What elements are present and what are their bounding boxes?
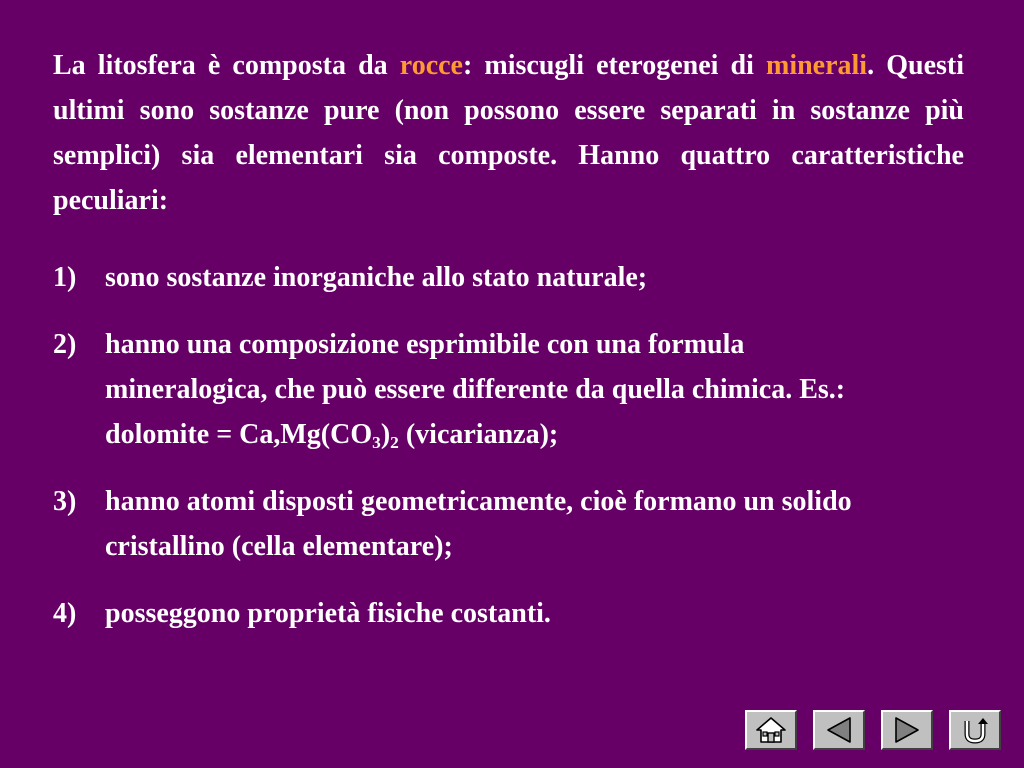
list-item xyxy=(53,322,964,457)
list-item xyxy=(53,255,964,300)
list-item-number: 1) xyxy=(53,262,77,293)
list-item-number: 4) xyxy=(53,598,77,629)
keyword-minerali: minerali xyxy=(766,50,868,81)
home-icon xyxy=(754,715,788,745)
next-icon xyxy=(890,715,924,745)
list-item-text: posseggono proprietà fisiche costanti. xyxy=(105,598,551,629)
list-item xyxy=(53,591,964,636)
subscript-2: 2 xyxy=(390,432,399,452)
keyword-rocce: rocce xyxy=(399,50,463,81)
intro-text-1: La litosfera è composta da xyxy=(53,50,400,81)
intro-text-2: : miscugli eterogenei di xyxy=(462,50,766,81)
list-item xyxy=(53,479,964,569)
navigation-bar xyxy=(745,710,1001,750)
next-button[interactable] xyxy=(881,710,933,750)
characteristics-list xyxy=(53,255,964,658)
list-item-number: 2) xyxy=(53,329,77,360)
list-item-text-c: (vicarianza); xyxy=(398,419,559,450)
list-item-text xyxy=(105,322,865,457)
list-item-text: hanno atomi disposti geometricamente, cioè formano un solido cristallino (cella elementare); xyxy=(105,486,852,562)
list-item-text: sono sostanze inorganiche allo stato naturale; xyxy=(105,262,648,293)
return-button[interactable] xyxy=(949,710,1001,750)
list-item-text-b: ) xyxy=(380,419,391,450)
list-item-text-a: hanno una composizione esprimibile con una formula mineralogica, che può essere differente da quella chimica. Es.: dolomite = Ca,Mg(CO xyxy=(105,329,846,450)
home-button[interactable] xyxy=(745,710,797,750)
return-icon xyxy=(958,715,992,745)
intro-text-3: . Questi ultimi sono sostanze pure (non possono essere separati in sostanze più semplici) sia elementari sia composte. Hanno quattro caratteristiche peculiari: xyxy=(53,50,964,216)
subscript-3: 3 xyxy=(372,432,381,452)
previous-button[interactable] xyxy=(813,710,865,750)
intro-paragraph xyxy=(53,43,964,223)
previous-icon xyxy=(822,715,856,745)
list-item-number: 3) xyxy=(53,486,77,517)
